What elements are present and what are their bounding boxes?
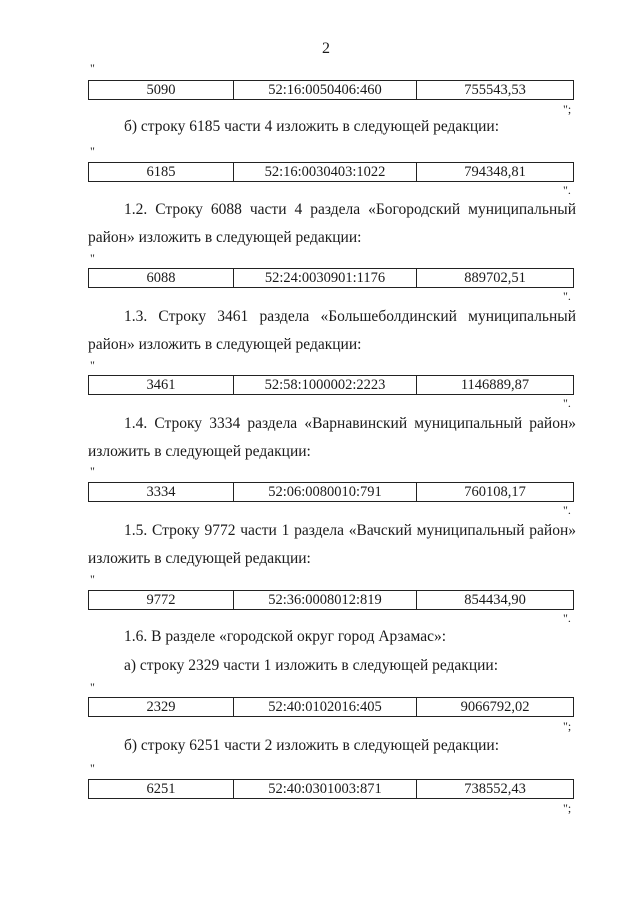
- cadastral-value: 755543,53: [464, 81, 526, 98]
- table-row: [88, 482, 574, 502]
- paragraph-1-5-line2: изложить в следующей редакции:: [88, 550, 311, 567]
- open-quote: ": [90, 761, 95, 775]
- page-number: 2: [322, 40, 330, 57]
- table-row: [88, 375, 574, 395]
- paragraph-1-3-line2: район» изложить в следующей редакции:: [88, 336, 362, 353]
- paragraph-1-6: 1.6. В разделе «городской округ город Арзамас»:: [124, 628, 447, 645]
- cadastral-number: 52:24:0030901:1176: [234, 269, 417, 287]
- row-number: 9772: [89, 591, 234, 609]
- paragraph-b-6185: б) строку 6185 части 4 изложить в следующей редакции:: [124, 118, 500, 135]
- cadastral-number: 52:40:0102016:405: [234, 698, 417, 716]
- row-number: 6185: [89, 163, 234, 181]
- cadastral-value: 1146889,87: [460, 376, 530, 393]
- cadastral-value: 9066792,02: [460, 698, 530, 715]
- table-row: [88, 779, 574, 799]
- open-quote: ": [90, 358, 95, 372]
- cadastral-number: 52:36:0008012:819: [234, 591, 417, 609]
- table-row: [88, 697, 574, 717]
- open-quote: ": [90, 680, 95, 694]
- open-quote: ": [90, 572, 95, 586]
- paragraph-1-3-line1: 1.3. Строку 3461 раздела «Большеболдинский муниципальный: [124, 308, 576, 325]
- cadastral-value: 794348,81: [464, 163, 526, 180]
- row-number: 3461: [89, 376, 234, 394]
- table-row: [88, 80, 574, 100]
- cadastral-number: 52:58:1000002:2223: [234, 376, 417, 394]
- close-quote: ".: [563, 611, 571, 625]
- row-number: 6251: [89, 780, 234, 798]
- cadastral-value: 889702,51: [464, 269, 526, 286]
- open-quote: ": [90, 144, 95, 158]
- close-quote: ".: [563, 183, 571, 197]
- open-quote: ": [90, 464, 95, 478]
- close-quote: ";: [563, 801, 572, 815]
- table-row: [88, 162, 574, 182]
- cadastral-number: 52:16:0030403:1022: [234, 163, 417, 181]
- paragraph-1-4-line1: 1.4. Строку 3334 раздела «Варнавинский муниципальный район»: [124, 415, 576, 432]
- cadastral-number: 52:40:0301003:871: [234, 780, 417, 798]
- row-number: 5090: [89, 81, 234, 99]
- paragraph-a-2329: а) строку 2329 части 1 изложить в следующей редакции:: [124, 657, 499, 674]
- cadastral-value: 738552,43: [464, 780, 526, 797]
- cadastral-value: 854434,90: [464, 591, 526, 608]
- row-number: 3334: [89, 483, 234, 501]
- row-number: 6088: [89, 269, 234, 287]
- paragraph-b-6251: б) строку 6251 части 2 изложить в следующей редакции:: [124, 737, 500, 754]
- close-quote: ".: [563, 503, 571, 517]
- close-quote: ".: [563, 289, 571, 303]
- row-number: 2329: [89, 698, 234, 716]
- close-quote: ".: [563, 396, 571, 410]
- close-quote: ";: [563, 102, 572, 116]
- close-quote: ";: [563, 719, 572, 733]
- paragraph-1-5-line1: 1.5. Строку 9772 части 1 раздела «Вачский муниципальный район»: [124, 522, 576, 539]
- paragraph-1-2-line1: 1.2. Строку 6088 части 4 раздела «Богородский муниципальный: [124, 201, 576, 218]
- paragraph-1-2-line2: район» изложить в следующей редакции:: [88, 229, 362, 246]
- open-quote: ": [90, 61, 95, 75]
- cadastral-number: 52:16:0050406:460: [234, 81, 417, 99]
- cadastral-number: 52:06:0080010:791: [234, 483, 417, 501]
- cadastral-value: 760108,17: [464, 483, 526, 500]
- table-row: [88, 590, 574, 610]
- table-row: [88, 268, 574, 288]
- paragraph-1-4-line2: изложить в следующей редакции:: [88, 443, 311, 460]
- open-quote: ": [90, 251, 95, 265]
